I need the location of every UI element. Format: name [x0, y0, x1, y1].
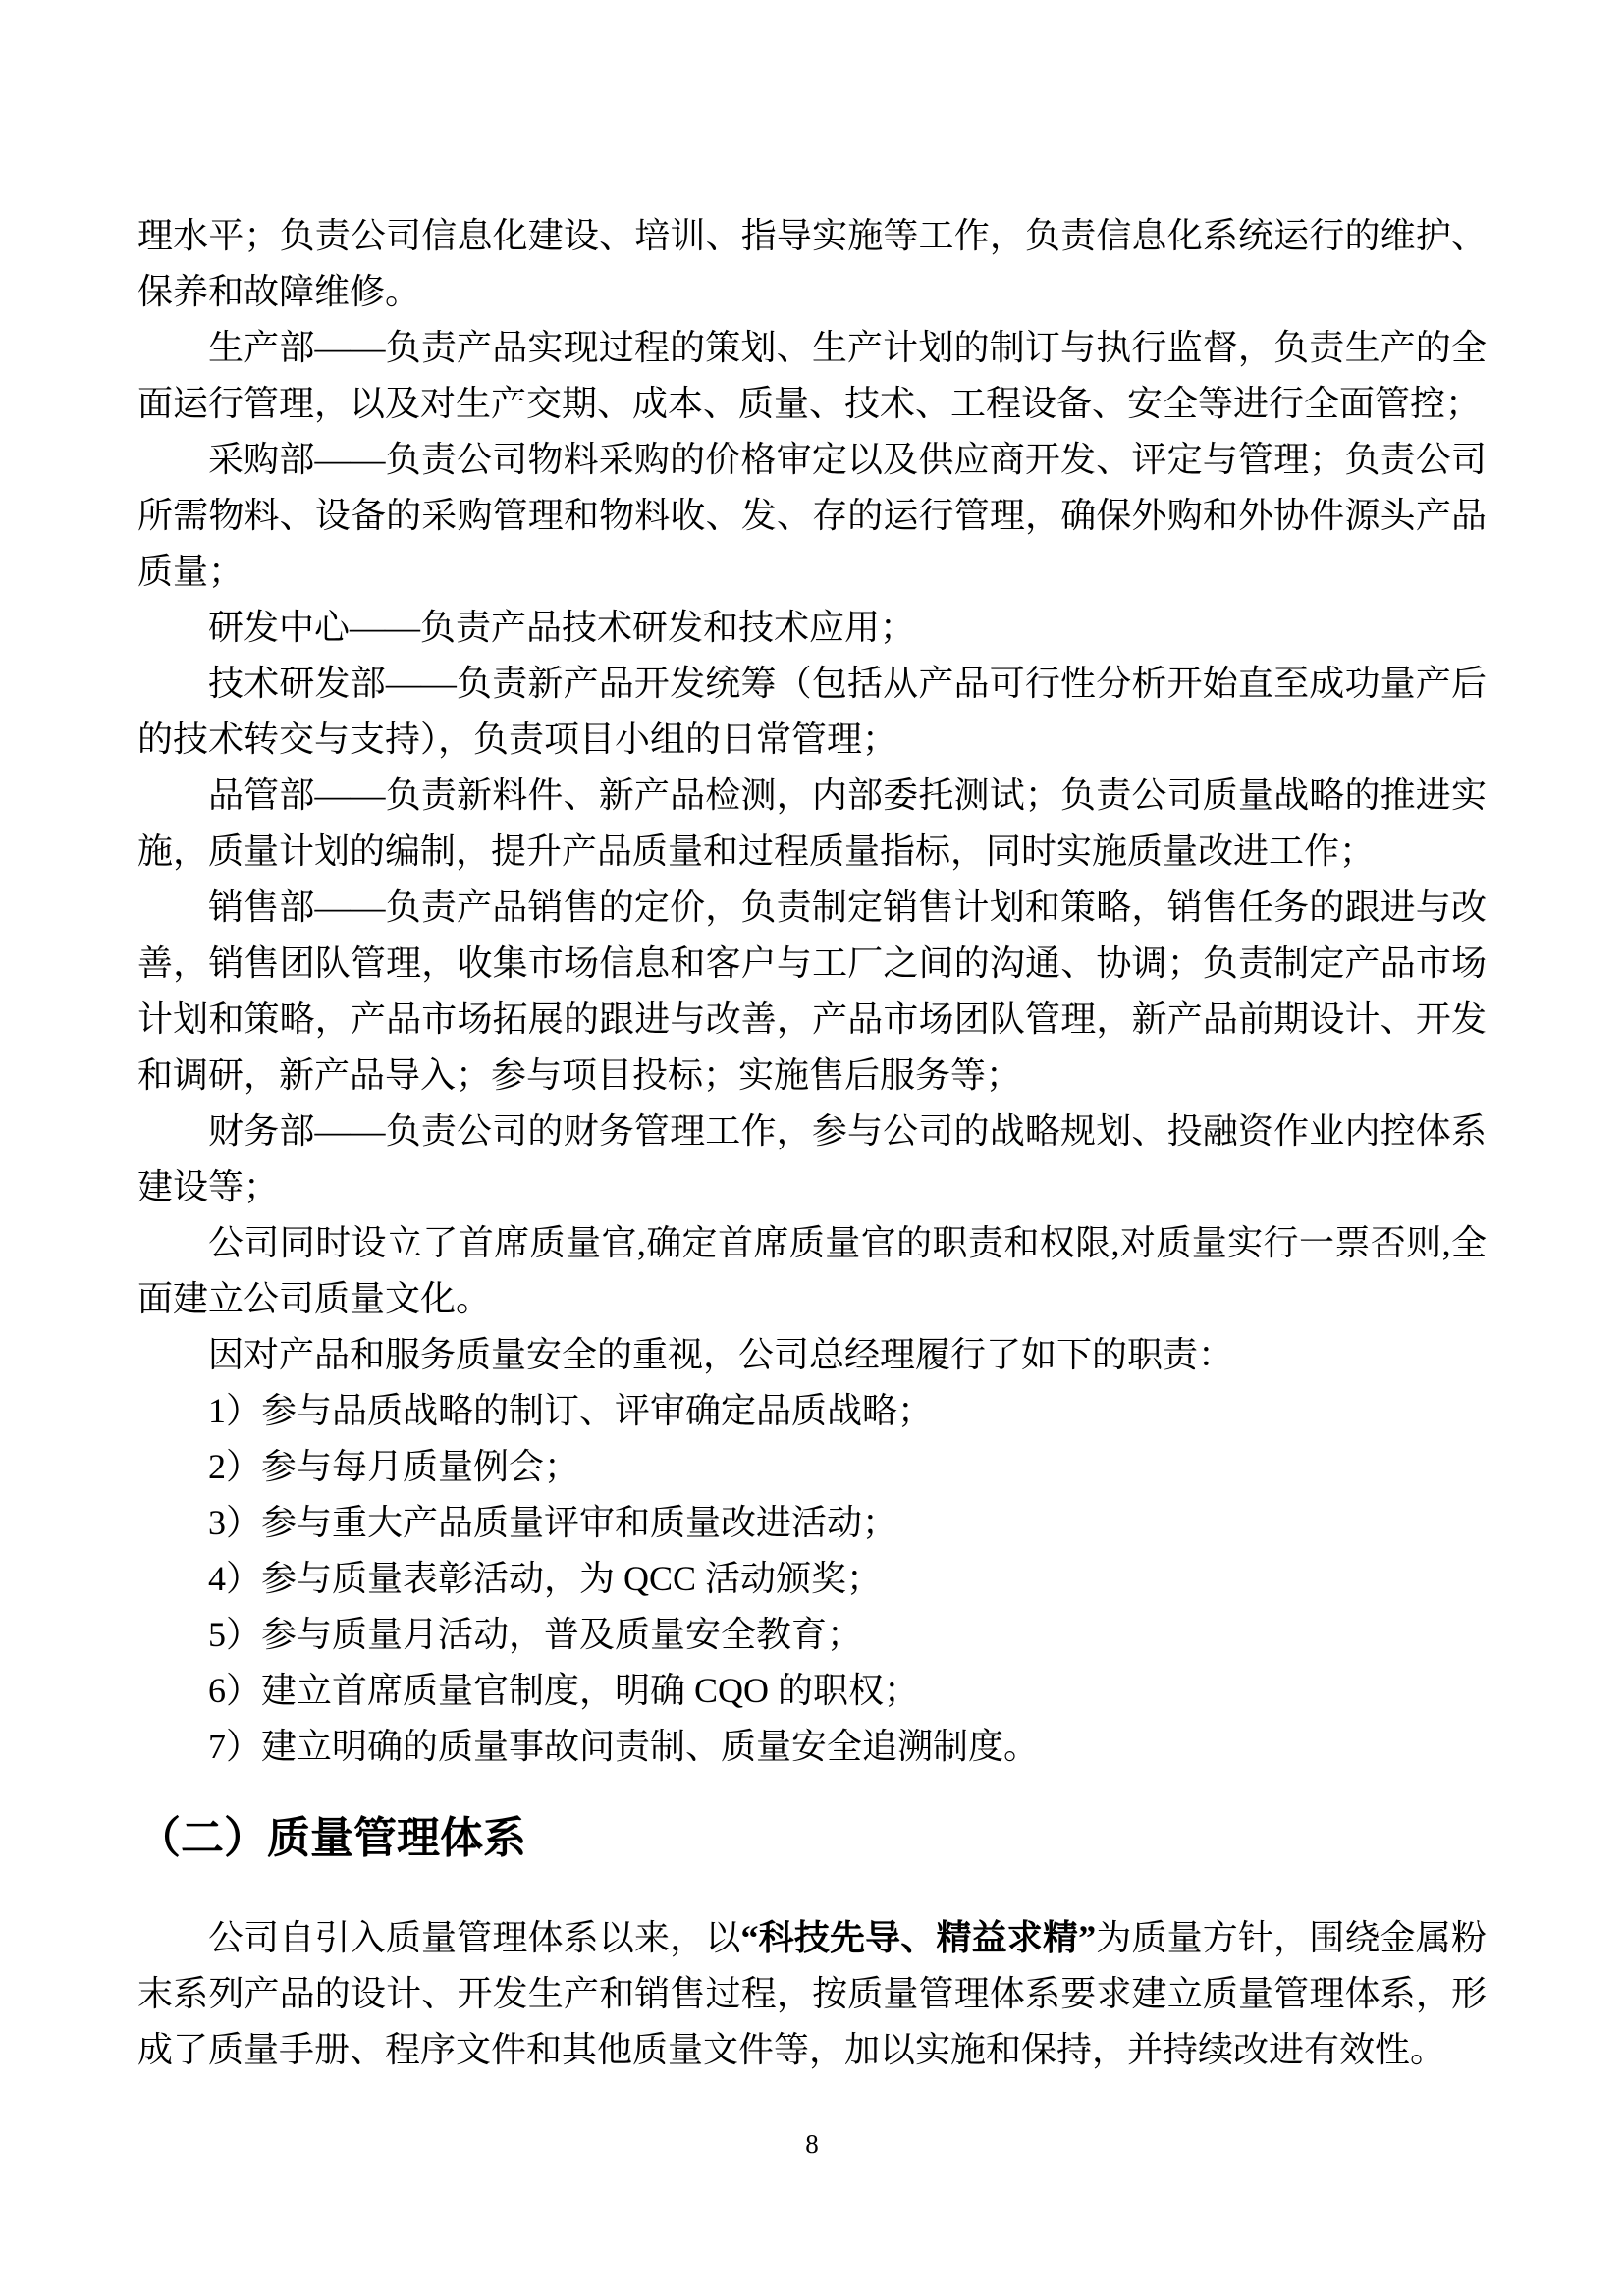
paragraph-rd-center: 研发中心——负责产品技术研发和技术应用；	[208, 608, 916, 647]
paragraph-gm-duties-intro: 因对产品和服务质量安全的重视，公司总经理履行了如下的职责：	[208, 1335, 1234, 1374]
list-item: 1）参与品质战略的制订、评审确定品质战略；	[208, 1391, 934, 1430]
document-body	[137, 208, 1487, 2078]
paragraph-production-dept: 生产部——负责产品实现过程的策划、生产计划的制订与执行监督，负责生产的全面运行管理，以及对生产交期、成本、质量、技术、工程设备、安全等进行全面管控；	[137, 328, 1487, 423]
page-number: 8	[805, 2129, 819, 2159]
paragraph-quality-system	[137, 1910, 1487, 2078]
paragraph-tech-rd-dept: 技术研发部——负责新产品开发统筹（包括从产品可行性分析开始直至成功量产后的技术转交与支持），负责项目小组的日常管理；	[137, 664, 1487, 759]
list-item: 3）参与重大产品质量评审和质量改进活动；	[208, 1503, 898, 1542]
paragraph-continuation: 理水平；负责公司信息化建设、培训、指导实施等工作，负责信息化系统运行的维护、保养和故障维修。	[137, 216, 1487, 311]
closing-text-pre: 公司自引入质量管理体系以来，以	[208, 1918, 741, 1957]
paragraph-finance-dept: 财务部——负责公司的财务管理工作，参与公司的战略规划、投融资作业内控体系建设等；	[137, 1111, 1487, 1206]
list-item: 2）参与每月质量例会；	[208, 1447, 580, 1486]
paragraph-sales-dept: 销售部——负责产品销售的定价，负责制定销售计划和策略，销售任务的跟进与改善，销售团队管理，收集市场信息和客户与工厂之间的沟通、协调；负责制定产品市场计划和策略，产品市场拓展的跟进与改善，产品市场团队管理，新产品前期设计、开发和调研，新产品导入；参与项目投标；实施售后服务等；	[137, 887, 1487, 1095]
list-item: 7）建立明确的质量事故问责制、质量安全追溯制度。	[208, 1727, 1040, 1766]
closing-text-post: 为质量方针，围绕金属粉末系列产品的设计、开发生产和销售过程，按质量管理体系要求建立质量管理体系，形成了质量手册、程序文件和其他质量文件等，加以实施和保持，并持续改进有效性。	[137, 1918, 1487, 2069]
paragraph-purchasing-dept: 采购部——负责公司物料采购的价格审定以及供应商开发、评定与管理；负责公司所需物料、设备的采购管理和物料收、发、存的运行管理，确保外购和外协件源头产品质量；	[137, 440, 1487, 591]
paragraph-quality-dept: 品管部——负责新料件、新产品检测，内部委托测试；负责公司质量战略的推进实施，质量计划的编制，提升产品质量和过程质量指标，同时实施质量改进工作；	[137, 775, 1487, 871]
list-item: 5）参与质量月活动，普及质量安全教育；	[208, 1615, 863, 1654]
section-heading: （二）质量管理体系	[137, 1814, 526, 1862]
paragraph-chief-quality-officer: 公司同时设立了首席质量官,确定首席质量官的职责和权限,对质量实行一票否则,全面建立公司质量文化。	[137, 1223, 1487, 1318]
quality-policy-bold: “科技先导、精益求精”	[740, 1918, 1097, 1957]
list-item: 6）建立首席质量官制度，明确 CQO 的职权；	[208, 1671, 920, 1710]
list-item: 4）参与质量表彰活动，为 QCC 活动颁奖；	[208, 1559, 883, 1598]
